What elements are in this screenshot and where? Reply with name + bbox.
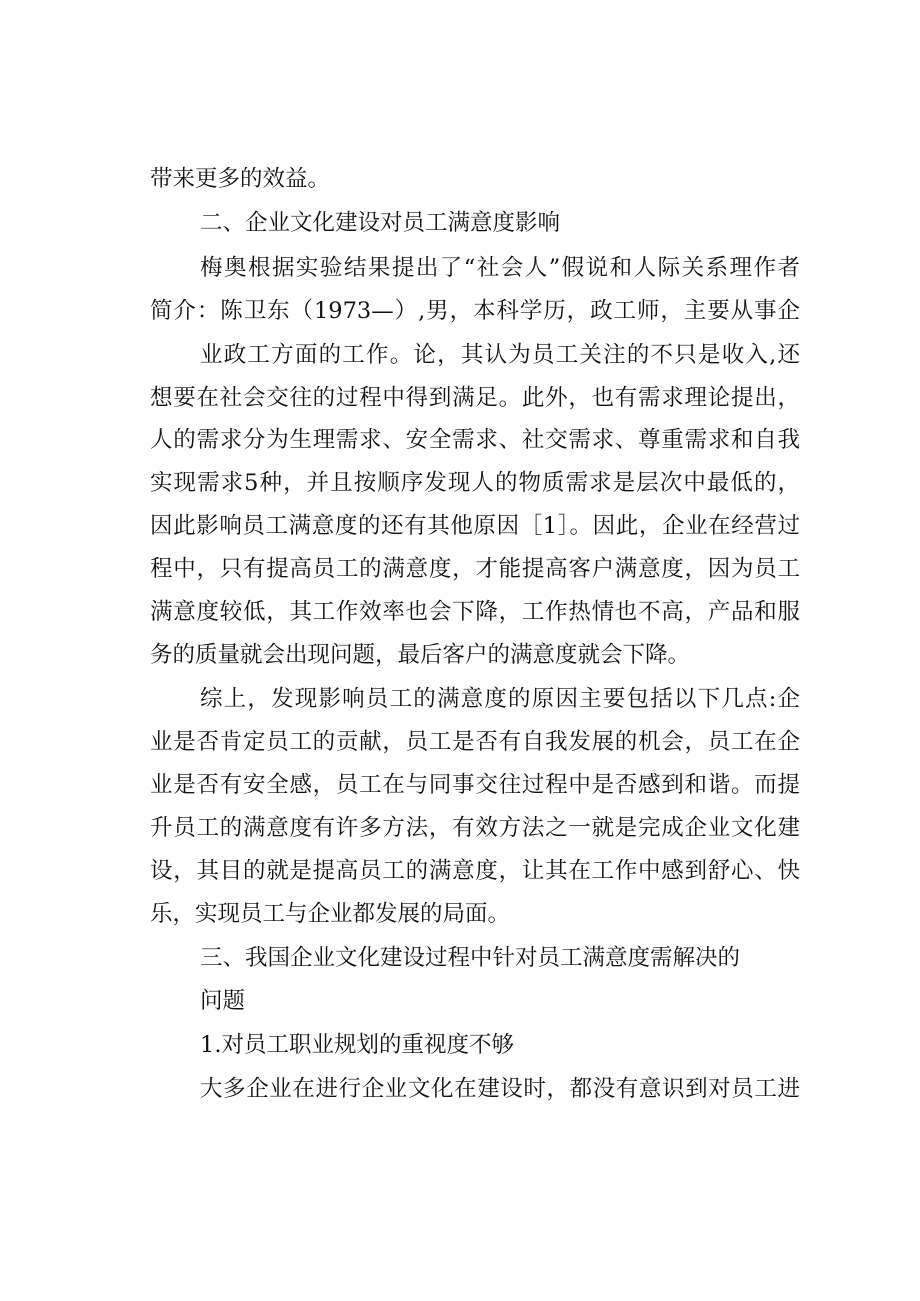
paragraph-line: 带来更多的效益。 — [150, 166, 331, 192]
paragraph-line: 升员工的满意度有许多方法，有效方法之一就是完成企业文化建 — [150, 815, 800, 841]
paragraph-line: 因此影响员工满意度的还有其他原因［1］。因此，企业在经营过 — [150, 513, 800, 539]
paragraph-line: 满意度较低，其工作效率也会下降，工作热情也不高，产品和服 — [150, 599, 800, 625]
paragraph-line: 业政工方面的工作。论，其认为员工关注的不只是收入,还 — [200, 342, 800, 368]
paragraph-line: 设，其目的就是提高员工的满意度，让其在工作中感到舒心、快 — [150, 858, 800, 884]
paragraph-line: 实现需求5种，并且按顺序发现人的物质需求是层次中最低的， — [150, 470, 800, 496]
paragraph-line: 务的质量就会出现问题，最后客户的满意度就会下降。 — [150, 642, 691, 668]
paragraph-line: 程中，只有提高员工的满意度，才能提高客户满意度，因为员工 — [150, 556, 800, 582]
paragraph-line: 乐，实现员工与企业都发展的局面。 — [150, 901, 511, 927]
paragraph-line: 业是否有安全感，员工在与同事交往过程中是否感到和谐。而提 — [150, 772, 800, 798]
author-note-line: 简介：陈卫东（1973—）,男，本科学历，政工师，主要从事企 — [150, 298, 800, 324]
paragraph-line: 梅奥根据实验结果提出了“社会人”假说和人际关系理作者 — [200, 255, 800, 281]
section-heading-3-continuation: 问题 — [200, 988, 246, 1014]
subsection-heading-1: 1.对员工职业规划的重视度不够 — [200, 1032, 514, 1058]
paragraph-line: 想要在社会交往的过程中得到满足。此外，也有需求理论提出， — [150, 385, 800, 411]
paragraph-line: 大多企业在进行企业文化在建设时，都没有意识到对员工进 — [200, 1076, 800, 1102]
paragraph-line: 综上，发现影响员工的满意度的原因主要包括以下几点:企 — [200, 686, 800, 712]
paragraph-line: 人的需求分为生理需求、安全需求、社交需求、尊重需求和自我 — [150, 427, 800, 453]
section-heading-2: 二、企业文化建设对员工满意度影响 — [200, 210, 561, 236]
section-heading-3: 三、我国企业文化建设过程中针对员工满意度需解决的 — [200, 945, 741, 971]
paragraph-line: 业是否肯定员工的贡献，员工是否有自我发展的机会，员工在企 — [150, 729, 800, 755]
